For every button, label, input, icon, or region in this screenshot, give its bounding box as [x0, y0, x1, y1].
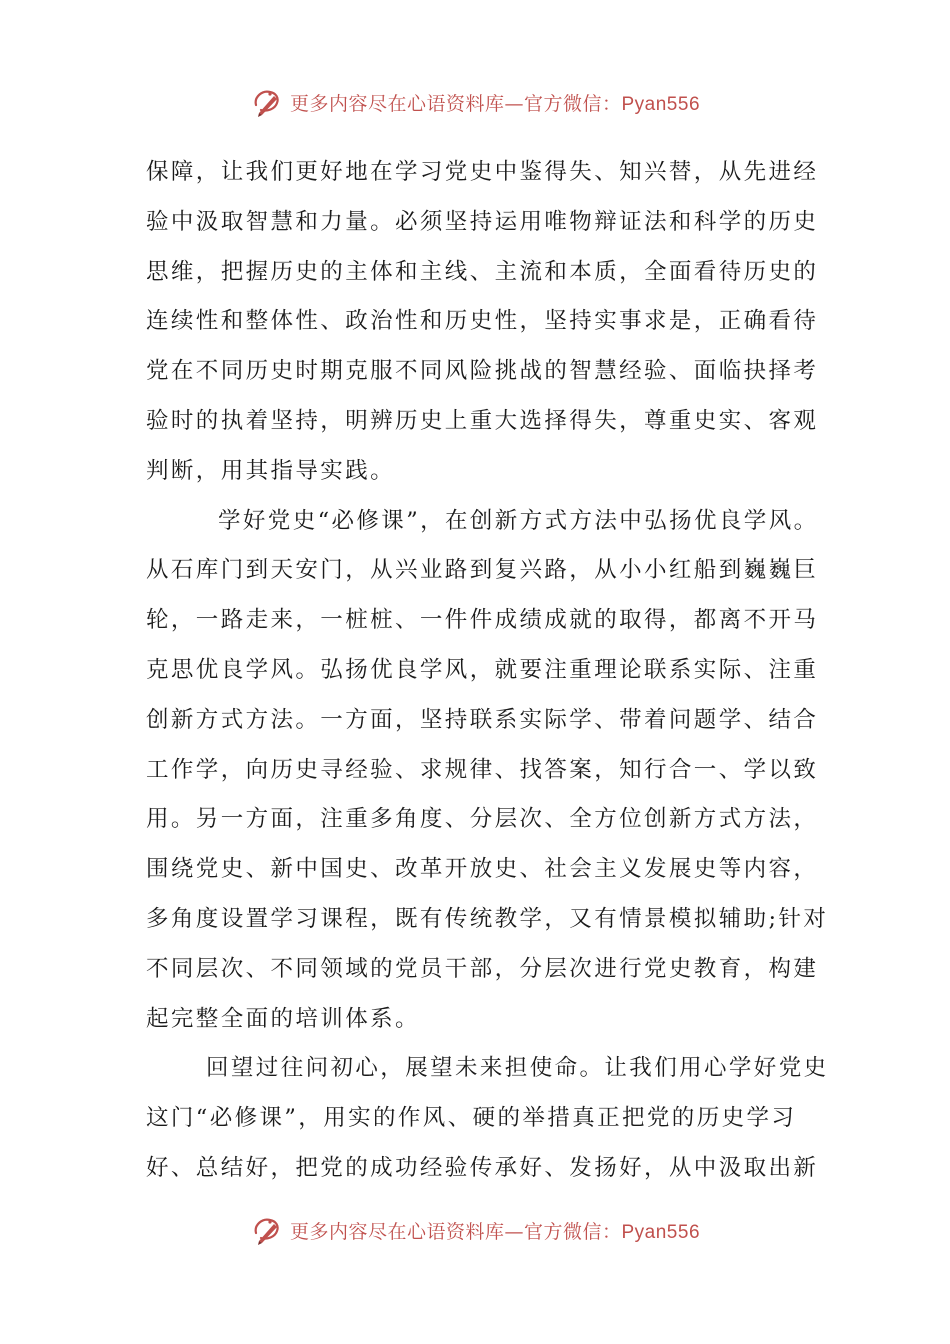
text-line: 连续性和整体性、政治性和历史性，坚持实事求是，正确看待 [146, 308, 819, 335]
paragraph-start-line: 回望过往问初心，展望未来担使命。让我们用心学好党史 [206, 1055, 829, 1082]
text-line: 这门“必修课”，用实的作风、硬的举措真正把党的历史学习 [146, 1105, 797, 1132]
text-line: 工作学，向历史寻经验、求规律、找答案，知行合一、学以致 [146, 756, 819, 783]
text-line: 党在不同历史时期克服不同风险挑战的智慧经验、面临抉择考 [146, 358, 819, 385]
article-body [146, 148, 829, 1194]
paragraph-start-line: 学好党史“必修课”，在创新方式方法中弘扬优良学风。 [218, 507, 819, 534]
footer-banner [0, 1210, 950, 1250]
text-line: 验时的执着坚持，明辨历史上重大选择得失，尊重史实、客观 [146, 407, 819, 434]
pen-logo-icon [250, 1213, 284, 1247]
text-line: 围绕党史、新中国史、改革开放史、社会主义发展史等内容， [146, 856, 819, 883]
text-line: 从石库门到天安门，从兴业路到复兴路，从小小红船到巍巍巨 [146, 557, 819, 584]
pen-logo-icon [250, 85, 284, 119]
text-line: 不同层次、不同领域的党员干部，分层次进行党史教育，构建 [146, 955, 819, 982]
text-line: 创新方式方法。一方面，坚持联系实际学、带着问题学、结合 [146, 706, 819, 733]
header-banner-text: 更多内容尽在心语资料库—官方微信：Pyan556 [289, 92, 701, 115]
text-line: 思维，把握历史的主体和主线、主流和本质，全面看待历史的 [146, 258, 819, 285]
header-banner [0, 82, 950, 122]
text-line: 克思优良学风。弘扬优良学风，就要注重理论联系实际、注重 [146, 656, 819, 683]
text-line: 保障，让我们更好地在学习党史中鉴得失、知兴替，从先进经 [146, 159, 819, 185]
text-line: 验中汲取智慧和力量。必须坚持运用唯物辩证法和科学的历史 [146, 208, 819, 235]
text-line: 轮，一路走来，一桩桩、一件件成绩成就的取得，都离不开马 [146, 607, 819, 634]
text-line: 判断，用其指导实践。 [146, 457, 396, 484]
text-line: 多角度设置学习课程，既有传统教学，又有情景模拟辅助;针对 [146, 905, 829, 932]
footer-banner-text: 更多内容尽在心语资料库—官方微信：Pyan556 [289, 1220, 701, 1243]
text-line: 用。另一方面，注重多角度、分层次、全方位创新方式方法， [146, 806, 819, 833]
text-line: 好、总结好，把党的成功经验传承好、发扬好，从中汲取出新 [146, 1154, 819, 1181]
text-line: 起完整全面的培训体系。 [146, 1005, 420, 1032]
